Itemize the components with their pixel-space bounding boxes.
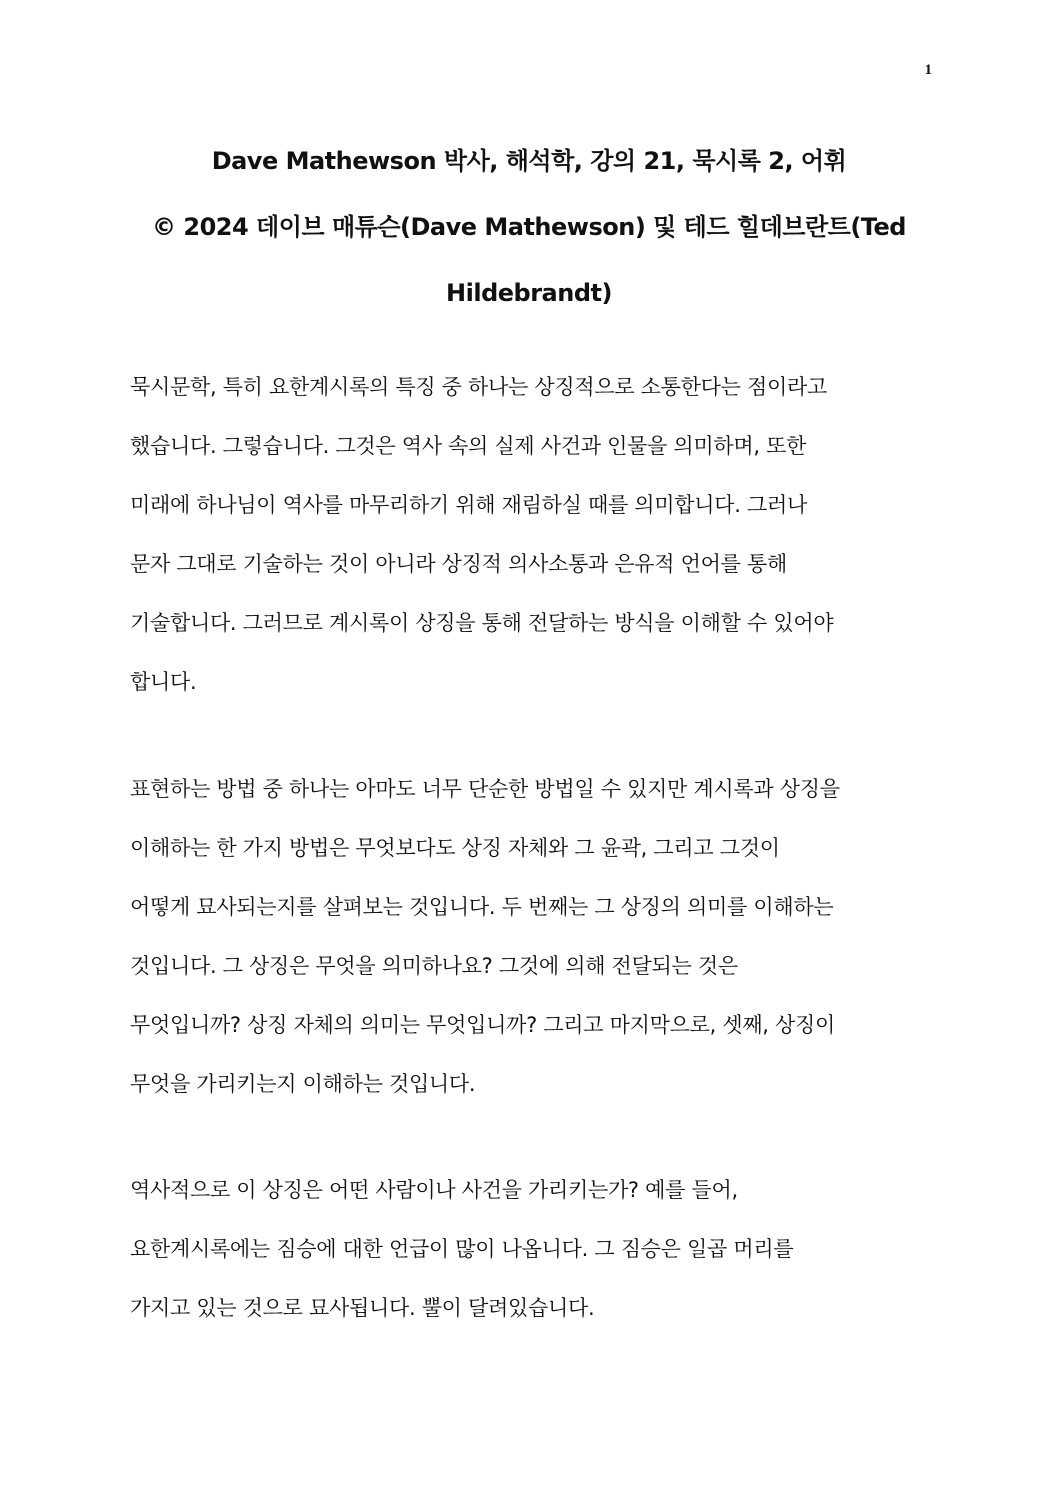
paragraph-line: 합니다. (130, 670, 197, 694)
title-line-2: © 2024 데이브 매튜슨(Dave Mathewson) 및 테드 힐데브란트(Ted (152, 213, 906, 241)
title-line-3: Hildebrandt) (446, 279, 612, 307)
document-title (120, 128, 938, 326)
paragraph-3 (130, 1161, 930, 1338)
paragraph-2 (130, 760, 930, 1114)
paragraph-line: 무엇입니까? 상징 자체의 의미는 무엇입니까? 그리고 마지막으로, 셋째, 상징이 (130, 1013, 836, 1037)
paragraph-1 (130, 358, 930, 712)
paragraph-line: 무엇을 가리키는지 이해하는 것입니다. (130, 1072, 476, 1096)
paragraph-line: 했습니다. 그렇습니다. 그것은 역사 속의 실제 사건과 인물을 의미하며, 또한 (130, 434, 807, 458)
paragraph-line: 미래에 하나님이 역사를 마무리하기 위해 재림하실 때를 의미합니다. 그러나 (130, 493, 807, 517)
paragraph-line: 어떻게 묘사되는지를 살펴보는 것입니다. 두 번째는 그 상징의 의미를 이해하는 (130, 895, 834, 919)
title-line-1: Dave Mathewson 박사, 해석학, 강의 21, 묵시록 2, 어휘 (211, 147, 847, 175)
paragraph-line: 요한계시록에는 짐승에 대한 언급이 많이 나옵니다. 그 짐승은 일곱 머리를 (130, 1237, 794, 1261)
paragraph-line: 묵시문학, 특히 요한계시록의 특징 중 하나는 상징적으로 소통한다는 점이라고 (130, 375, 827, 399)
paragraph-line: 표현하는 방법 중 하나는 아마도 너무 단순한 방법일 수 있지만 계시록과 상징을 (130, 777, 840, 801)
paragraph-line: 것입니다. 그 상징은 무엇을 의미하나요? 그것에 의해 전달되는 것은 (130, 954, 738, 978)
paragraph-line: 문자 그대로 기술하는 것이 아니라 상징적 의사소통과 은유적 언어를 통해 (130, 552, 787, 576)
paragraph-line: 가지고 있는 것으로 묘사됩니다. 뿔이 달려있습니다. (130, 1296, 595, 1320)
paragraph-line: 기술합니다. 그러므로 계시록이 상징을 통해 전달하는 방식을 이해할 수 있어야 (130, 611, 834, 635)
paragraph-line: 역사적으로 이 상징은 어떤 사람이나 사건을 가리키는가? 예를 들어, (130, 1178, 738, 1202)
page-number: 1 (924, 62, 932, 78)
paragraph-line: 이해하는 한 가지 방법은 무엇보다도 상징 자체와 그 윤곽, 그리고 그것이 (130, 836, 780, 860)
